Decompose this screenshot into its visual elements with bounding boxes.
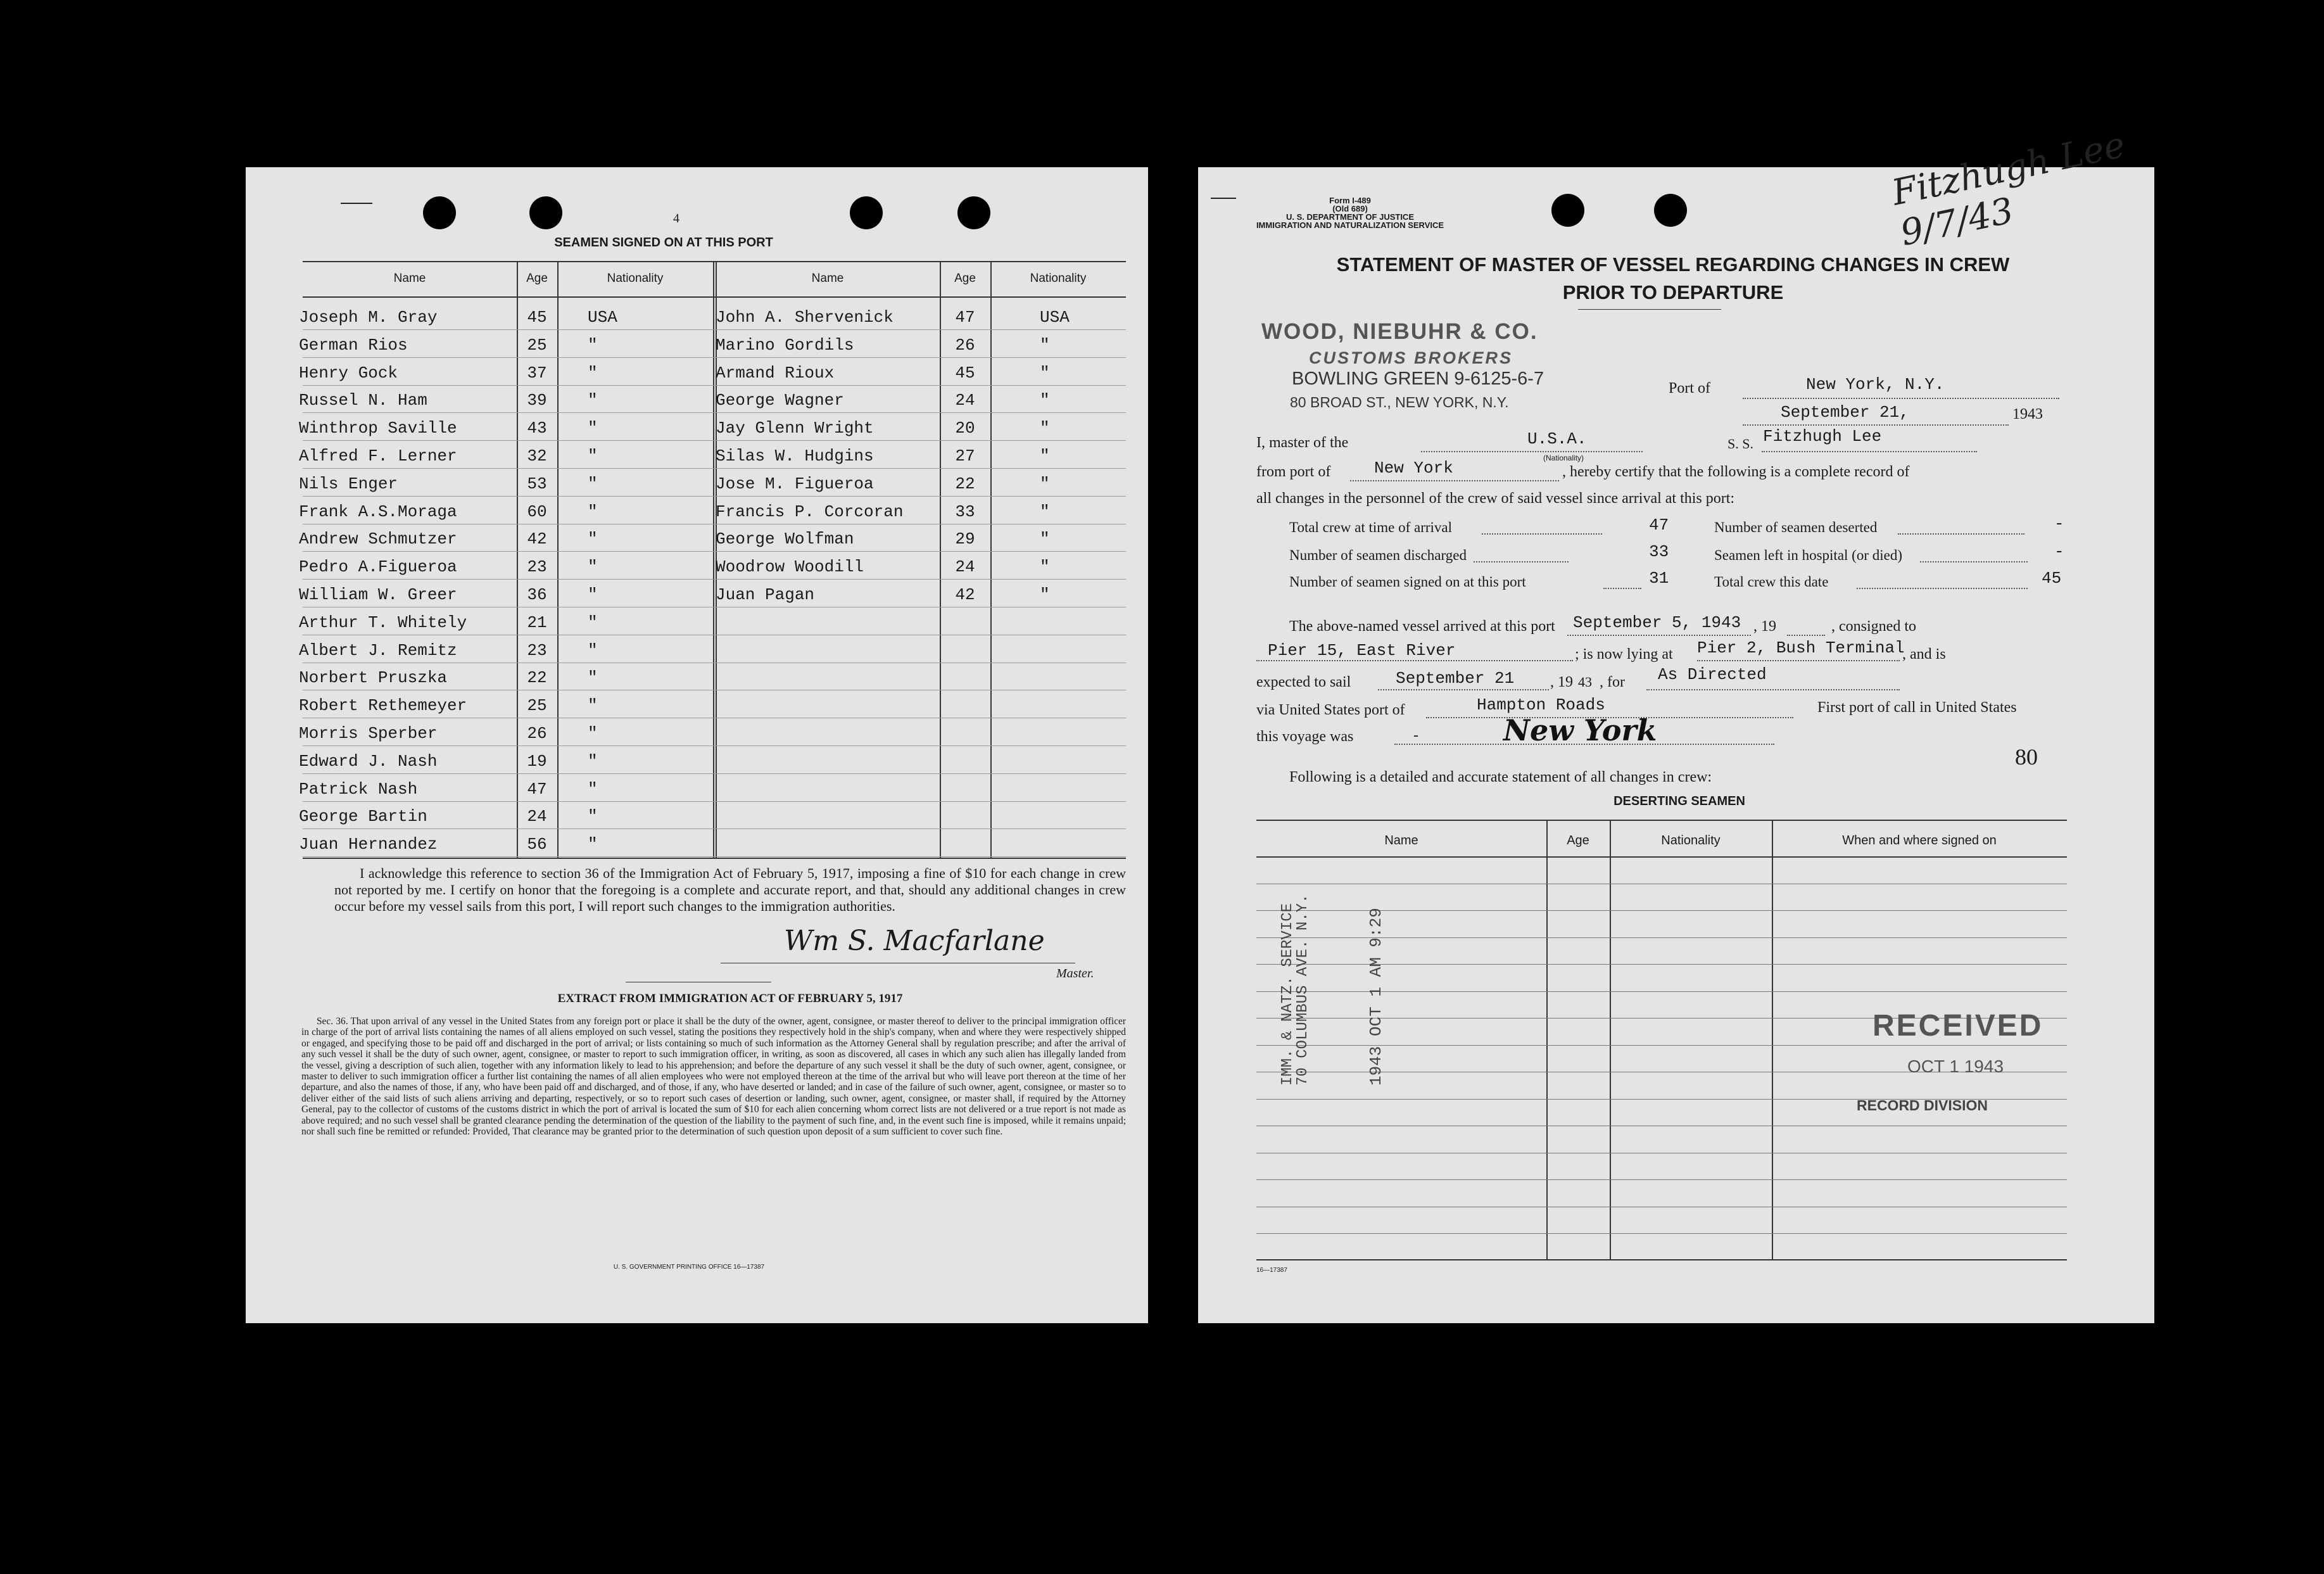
table-header-rule — [303, 296, 1126, 298]
col-divider — [713, 261, 714, 859]
seaman-age: 53 — [527, 474, 547, 493]
received-division: RECORD DIVISION — [1857, 1097, 1988, 1114]
via-label: via United States port of — [1256, 702, 1405, 718]
following-text: Following is a detailed and accurate statement of all changes in crew: — [1289, 769, 1712, 785]
seaman-name: Juan Hernandez — [299, 835, 438, 854]
voyage-value: - — [1413, 727, 1418, 744]
total-label: Total crew this date — [1714, 574, 1829, 590]
for-label: , for — [1600, 674, 1625, 690]
seaman-age: 26 — [955, 335, 975, 355]
row-rule — [303, 440, 1126, 441]
row-rule — [303, 357, 1126, 358]
header-age: Age — [954, 272, 976, 285]
seaman-name: Morris Sperber — [299, 724, 438, 743]
broker-stamp-company: WOOD, NIEBUHR & CO. — [1261, 319, 1538, 344]
seaman-nationality: " — [588, 419, 598, 438]
seaman-nationality: " — [588, 557, 598, 577]
nationality-value: U.S.A. — [1527, 429, 1587, 448]
seaman-age: 42 — [955, 585, 975, 604]
arrived-line — [1567, 635, 1751, 636]
seaman-age: 43 — [527, 419, 547, 438]
seaman-age: 25 — [527, 335, 547, 355]
lying-value: Pier 2, Bush Terminal — [1697, 638, 1905, 657]
ship-name: Fitzhugh Lee — [1763, 427, 1882, 446]
discharged-label: Number of seamen discharged — [1289, 547, 1467, 563]
certify-text-2: all changes in the personnel of the crew of said vessel since arrival at this port: — [1256, 490, 1735, 507]
seaman-nationality: " — [588, 835, 598, 854]
voyage-label: this voyage was — [1256, 728, 1354, 745]
signature-title: Master. — [1056, 967, 1094, 981]
row-rule — [303, 801, 1126, 802]
from-port-label: from port of — [1256, 464, 1331, 480]
seaman-age: 22 — [527, 668, 547, 688]
seaman-name: George Bartin — [299, 807, 427, 827]
seaman-nationality: " — [588, 696, 598, 716]
seaman-age: 56 — [527, 835, 547, 854]
seaman-nationality: " — [1040, 502, 1050, 521]
col-divider — [1610, 820, 1611, 1259]
title-underline — [1578, 309, 1721, 310]
seaman-nationality: " — [588, 335, 598, 355]
crew-arrival-label: Total crew at time of arrival — [1289, 519, 1453, 535]
leader-dots — [1482, 533, 1602, 535]
deserting-title: DESERTING SEAMEN — [1614, 794, 1745, 808]
seaman-name: Pedro A.Figueroa — [299, 557, 457, 577]
seaman-name: Armand Rioux — [716, 363, 835, 383]
col-divider — [557, 261, 559, 859]
seaman-nationality: " — [1040, 447, 1050, 466]
year-prefix: , 19 — [1753, 618, 1776, 635]
seaman-name: Robert Rethemeyer — [299, 696, 467, 716]
seaman-age: 24 — [527, 807, 547, 827]
seaman-age: 26 — [527, 724, 547, 743]
seaman-name: Norbert Pruszka — [299, 668, 448, 688]
seaman-name: Patrick Nash — [299, 779, 418, 799]
sail-year: 43 — [1578, 674, 1592, 690]
header-name: Name — [393, 272, 426, 285]
seaman-age: 24 — [955, 391, 975, 410]
header-nationality: Nationality — [607, 272, 664, 285]
section-title: SEAMEN SIGNED ON AT THIS PORT — [554, 236, 773, 250]
seaman-age: 19 — [527, 751, 547, 771]
for-line — [1646, 689, 1900, 690]
seaman-name: Winthrop Saville — [299, 419, 457, 438]
seaman-nationality: " — [1040, 419, 1050, 438]
row-rule — [303, 412, 1126, 413]
seaman-name: Juan Pagan — [716, 585, 815, 604]
seaman-name: John A. Shervenick — [716, 308, 894, 327]
seaman-name: Nils Enger — [299, 474, 398, 493]
desert-header-when: When and where signed on — [1842, 834, 1997, 847]
col-divider — [990, 261, 992, 859]
port-label: Port of — [1669, 380, 1710, 397]
seaman-age: 45 — [527, 308, 547, 327]
hospital-label: Seamen left in hospital (or died) — [1714, 547, 1903, 563]
seaman-nationality: " — [1040, 335, 1050, 355]
ship-line — [1762, 451, 1977, 452]
seaman-name: Arthur T. Whitely — [299, 612, 467, 632]
seaman-age: 20 — [955, 419, 975, 438]
seaman-name: Joseph M. Gray — [299, 308, 438, 327]
header-nationality: Nationality — [1030, 272, 1087, 285]
seaman-name: Andrew Schmutzer — [299, 530, 457, 549]
seaman-nationality: " — [588, 668, 598, 688]
seaman-age: 45 — [955, 363, 975, 383]
seaman-name: Russel N. Ham — [299, 391, 427, 410]
and-is-text: , and is — [1902, 646, 1946, 663]
seaman-nationality: " — [588, 612, 598, 632]
deserted-value: - — [2054, 514, 2064, 533]
crew-arrival-value: 47 — [1649, 516, 1669, 535]
seaman-age: 24 — [955, 557, 975, 577]
desert-table-header — [1256, 856, 2067, 858]
title-line-1: STATEMENT OF MASTER OF VESSEL REGARDING CHANGES IN CREW — [1336, 253, 2010, 276]
signed-value: 31 — [1649, 569, 1669, 588]
seaman-age: 23 — [527, 557, 547, 577]
seaman-age: 42 — [527, 530, 547, 549]
consigned-value: Pier 15, East River — [1268, 641, 1456, 660]
seaman-nationality: " — [1040, 391, 1050, 410]
seaman-age: 39 — [527, 391, 547, 410]
desert-header-age: Age — [1567, 834, 1589, 847]
row-rule — [303, 828, 1126, 829]
seaman-nationality: " — [1040, 557, 1050, 577]
seaman-nationality: " — [588, 585, 598, 604]
seaman-age: 47 — [527, 779, 547, 799]
nationality-caption: (Nationality) — [1543, 454, 1584, 462]
consigned-line — [1256, 660, 1573, 661]
col-divider — [1772, 820, 1773, 1259]
punch-hole — [529, 196, 562, 229]
nationality-line — [1421, 451, 1643, 452]
seaman-age: 60 — [527, 502, 547, 521]
row-rule — [303, 856, 1126, 857]
arrived-value: September 5, 1943 — [1573, 613, 1741, 632]
broker-stamp-address: 80 BROAD ST., NEW YORK, N.Y. — [1290, 394, 1509, 410]
seaman-age: 27 — [955, 447, 975, 466]
received-date: OCT 1 1943 — [1907, 1057, 2004, 1076]
voyage-handwritten: New York — [1503, 713, 1657, 747]
from-port-value: New York — [1374, 459, 1453, 478]
seaman-name: Woodrow Woodill — [716, 557, 864, 577]
seaman-name: George Wolfman — [716, 530, 854, 549]
seaman-name: Frank A.S.Moraga — [299, 502, 457, 521]
broker-stamp-phone: BOWLING GREEN 9-6125-6-7 — [1292, 369, 1544, 389]
master-label: I, master of the — [1256, 435, 1349, 451]
margin-mark — [1211, 198, 1236, 199]
desert-row-rule — [1256, 1233, 2067, 1234]
lying-line — [1697, 660, 1900, 661]
department: U. S. DEPARTMENT OF JUSTICE — [1286, 212, 1414, 222]
seaman-name: Henry Gock — [299, 363, 398, 383]
right-page — [1198, 124, 2154, 1323]
port-line — [1743, 398, 2059, 399]
arrived-label: The above-named vessel arrived at this port — [1289, 618, 1555, 635]
seaman-age: 36 — [527, 585, 547, 604]
seaman-nationality: " — [588, 391, 598, 410]
seaman-nationality: " — [588, 530, 598, 549]
seaman-nationality: " — [1040, 530, 1050, 549]
seaman-name: Francis P. Corcoran — [716, 502, 904, 521]
sail-year-prefix: , 19 — [1550, 674, 1573, 690]
header-age: Age — [526, 272, 548, 285]
leader-dots — [1603, 588, 1641, 589]
leader-dots — [1898, 533, 2024, 535]
year-line — [1787, 635, 1825, 636]
title-line-2: PRIOR TO DEPARTURE — [1562, 281, 1784, 303]
leader-dots — [1857, 588, 2028, 589]
seaman-name: Edward J. Nash — [299, 751, 438, 771]
header-name: Name — [811, 272, 844, 285]
port-value: New York, N.Y. — [1806, 375, 1945, 394]
seaman-age: 33 — [955, 502, 975, 521]
seaman-age: 37 — [527, 363, 547, 383]
seaman-age: 25 — [527, 696, 547, 716]
left-page — [246, 167, 1148, 1323]
consigned-label: , consigned to — [1831, 618, 1916, 635]
received-stamp: RECEIVED — [1872, 1009, 2043, 1043]
seaman-nationality: " — [588, 724, 598, 743]
seaman-nationality: " — [588, 751, 598, 771]
sail-line — [1378, 689, 1549, 690]
form-old-number: (Old 689) — [1332, 204, 1368, 213]
desert-table-top — [1256, 820, 2067, 821]
via-value: Hampton Roads — [1477, 695, 1605, 714]
master-signature: Wm S. Macfarlane — [784, 925, 1045, 957]
seaman-name: Marino Gordils — [716, 335, 854, 355]
form-header — [1255, 196, 1445, 229]
handwritten-annotation: Fitzhugh Lee 9/7/43 — [1888, 124, 2129, 255]
seaman-nationality: " — [1040, 474, 1050, 493]
seaman-name: Albert J. Remitz — [299, 640, 457, 660]
seaman-nationality: USA — [1040, 308, 1070, 327]
seaman-name: Jose M. Figueroa — [716, 474, 874, 493]
lying-label: ; is now lying at — [1575, 646, 1673, 663]
seaman-name: George Wagner — [716, 391, 844, 410]
seaman-age: 21 — [527, 612, 547, 632]
footer-code: 16—17387 — [1256, 1267, 1287, 1274]
total-value: 45 — [2042, 569, 2062, 588]
seaman-nationality: " — [588, 447, 598, 466]
signed-label: Number of seamen signed on at this port — [1289, 574, 1526, 590]
hospital-value: - — [2054, 542, 2064, 561]
page-number: 4 — [673, 212, 679, 225]
punch-hole — [1551, 194, 1584, 227]
number-80: 80 — [2015, 744, 2038, 770]
punch-hole — [957, 196, 990, 229]
from-port-line — [1350, 480, 1559, 481]
discharged-value: 33 — [1649, 542, 1669, 561]
leader-dots — [1920, 561, 2028, 562]
seaman-nationality: " — [588, 363, 598, 383]
leader-dots — [1474, 561, 1569, 562]
seaman-nationality: USA — [588, 308, 617, 327]
seaman-age: 47 — [955, 308, 975, 327]
seaman-name: Silas W. Hudgins — [716, 447, 874, 466]
row-rule — [303, 551, 1126, 552]
desert-header-nationality: Nationality — [1661, 834, 1721, 847]
ss-label: S. S. — [1727, 436, 1753, 452]
row-rule — [303, 496, 1126, 497]
extract-title: EXTRACT FROM IMMIGRATION ACT OF FEBRUARY 5, 1917 — [557, 992, 903, 1005]
seaman-name: German Rios — [299, 335, 408, 355]
row-rule — [303, 773, 1126, 774]
desert-table-bottom — [1256, 1259, 2067, 1260]
side-stamp-line2: 70 COLUMBUS AVE. N.Y. — [1294, 894, 1311, 1086]
punch-hole — [423, 196, 456, 229]
seaman-name: William W. Greer — [299, 585, 457, 604]
sail-value: September 21 — [1396, 669, 1515, 688]
form-number: Form I-489 — [1329, 196, 1371, 205]
date-line — [1743, 424, 2009, 426]
seaman-nationality: " — [588, 640, 598, 660]
table-bottom-rule — [303, 858, 1126, 859]
row-rule — [303, 329, 1126, 330]
side-stamp-date: 1943 OCT 1 AM 9:29 — [1367, 908, 1386, 1086]
row-rule — [303, 468, 1126, 469]
first-port-label: First port of call in United States — [1817, 699, 2017, 716]
for-value: As Directed — [1658, 665, 1767, 684]
service: IMMIGRATION AND NATURALIZATION SERVICE — [1256, 220, 1444, 230]
broker-stamp-role: CUSTOMS BROKERS — [1309, 348, 1513, 367]
margin-mark — [341, 203, 372, 204]
seaman-age: 32 — [527, 447, 547, 466]
deserted-label: Number of seamen deserted — [1714, 519, 1878, 535]
seaman-nationality: " — [1040, 585, 1050, 604]
seaman-nationality: " — [588, 474, 598, 493]
seaman-nationality: " — [588, 807, 598, 827]
extract-text: Sec. 36. That upon arrival of any vessel in the United States from any foreign port or place it shall be the duty of the owner, agent, consignee, or master thereof to deliver to the principal immigration officer in charge of the port of arrival lists containing the names of all aliens employed on such vessel, stating the positions they respectively hold in the ship's company, when and where they were respectively shipped or engaged, and specifying those to be paid off and discharged in the port of arrival; or lists containing so much of such information as the Attorney General shall by regulation prescribe; and after the arrival of any such vessel it shall be the duty of such owner, agent, consignee, or master to report to such immigration officer, in writing, as soon as discovered, all cases in which any such alien has illegally landed from the vessel, giving a description of such alien, together with any information likely to lead to his apprehension; and before the departure of any such vessel it shall be the duty of such owner, agent, consignee, or master to deliver to such immigration officer a further list containing the names of all alien employees who were not employed thereon at the time of the arrival but who will leave port thereon at the time of her departure, and also the names of those, if any, who have been paid off and discharged, and of those, if any, who have deserted or landed; and in case of the failure of such owner, agent, consignee, or master so to deliver either of the said lists of such aliens arriving and departing, respectively, or so to report such cases of desertion or landing, such owner, agent, consignee, or master shall, if required by the Attorney General, pay to the collector of customs of the customs district in which the port of arrival is located the sum of $10 for each alien concerning whom correct lists are not delivered or a true report is not made as above required; and no such vessel shall be granted clearance pending the determination of the question of the liability to the payment of such fine, and, in the event such fine is imposed, while it remains unpaid; nor shall such fine be remitted or refunded: Provided, That clearance may be granted prior to the determination of such question upon deposit of a sum sufficient to cover such fine. — [301, 1016, 1126, 1138]
year-value: 1943 — [2012, 406, 2043, 422]
punch-hole — [1654, 194, 1687, 227]
seaman-age: 29 — [955, 530, 975, 549]
seaman-name: Jay Glenn Wright — [716, 419, 874, 438]
date-value: September 21, — [1781, 403, 1909, 422]
seaman-name: Alfred F. Lerner — [299, 447, 457, 466]
acknowledgment-text: I acknowledge this reference to section 36 of the Immigration Act of February 5, 1917, imposing a fine of $10 for each change in crew not reported by me. I certify on honor that the foregoing is a complete and accurate report, and that, should any additional changes in crew occur before my vessel sails from this port, I will report such changes to the immigration authorities. — [334, 865, 1126, 914]
certify-text: , hereby certify that the following is a complete record of — [1562, 464, 1910, 480]
desert-header-name: Name — [1384, 834, 1418, 847]
sail-label: expected to sail — [1256, 674, 1351, 690]
punch-hole — [850, 196, 883, 229]
table-top-rule — [303, 261, 1126, 262]
row-rule — [303, 579, 1126, 580]
side-stamp — [1280, 894, 1311, 1086]
printing-office: U. S. GOVERNMENT PRINTING OFFICE 16—17387 — [613, 1264, 765, 1271]
seaman-age: 22 — [955, 474, 975, 493]
seaman-nationality: " — [588, 779, 598, 799]
desert-row-rule — [1256, 1179, 2067, 1180]
seaman-nationality: " — [1040, 363, 1050, 383]
col-divider — [1546, 820, 1548, 1259]
side-stamp-line1: IMM. & NATZ. SERVICE — [1279, 903, 1296, 1086]
row-rule — [303, 385, 1126, 386]
seaman-nationality: " — [588, 502, 598, 521]
seaman-age: 23 — [527, 640, 547, 660]
